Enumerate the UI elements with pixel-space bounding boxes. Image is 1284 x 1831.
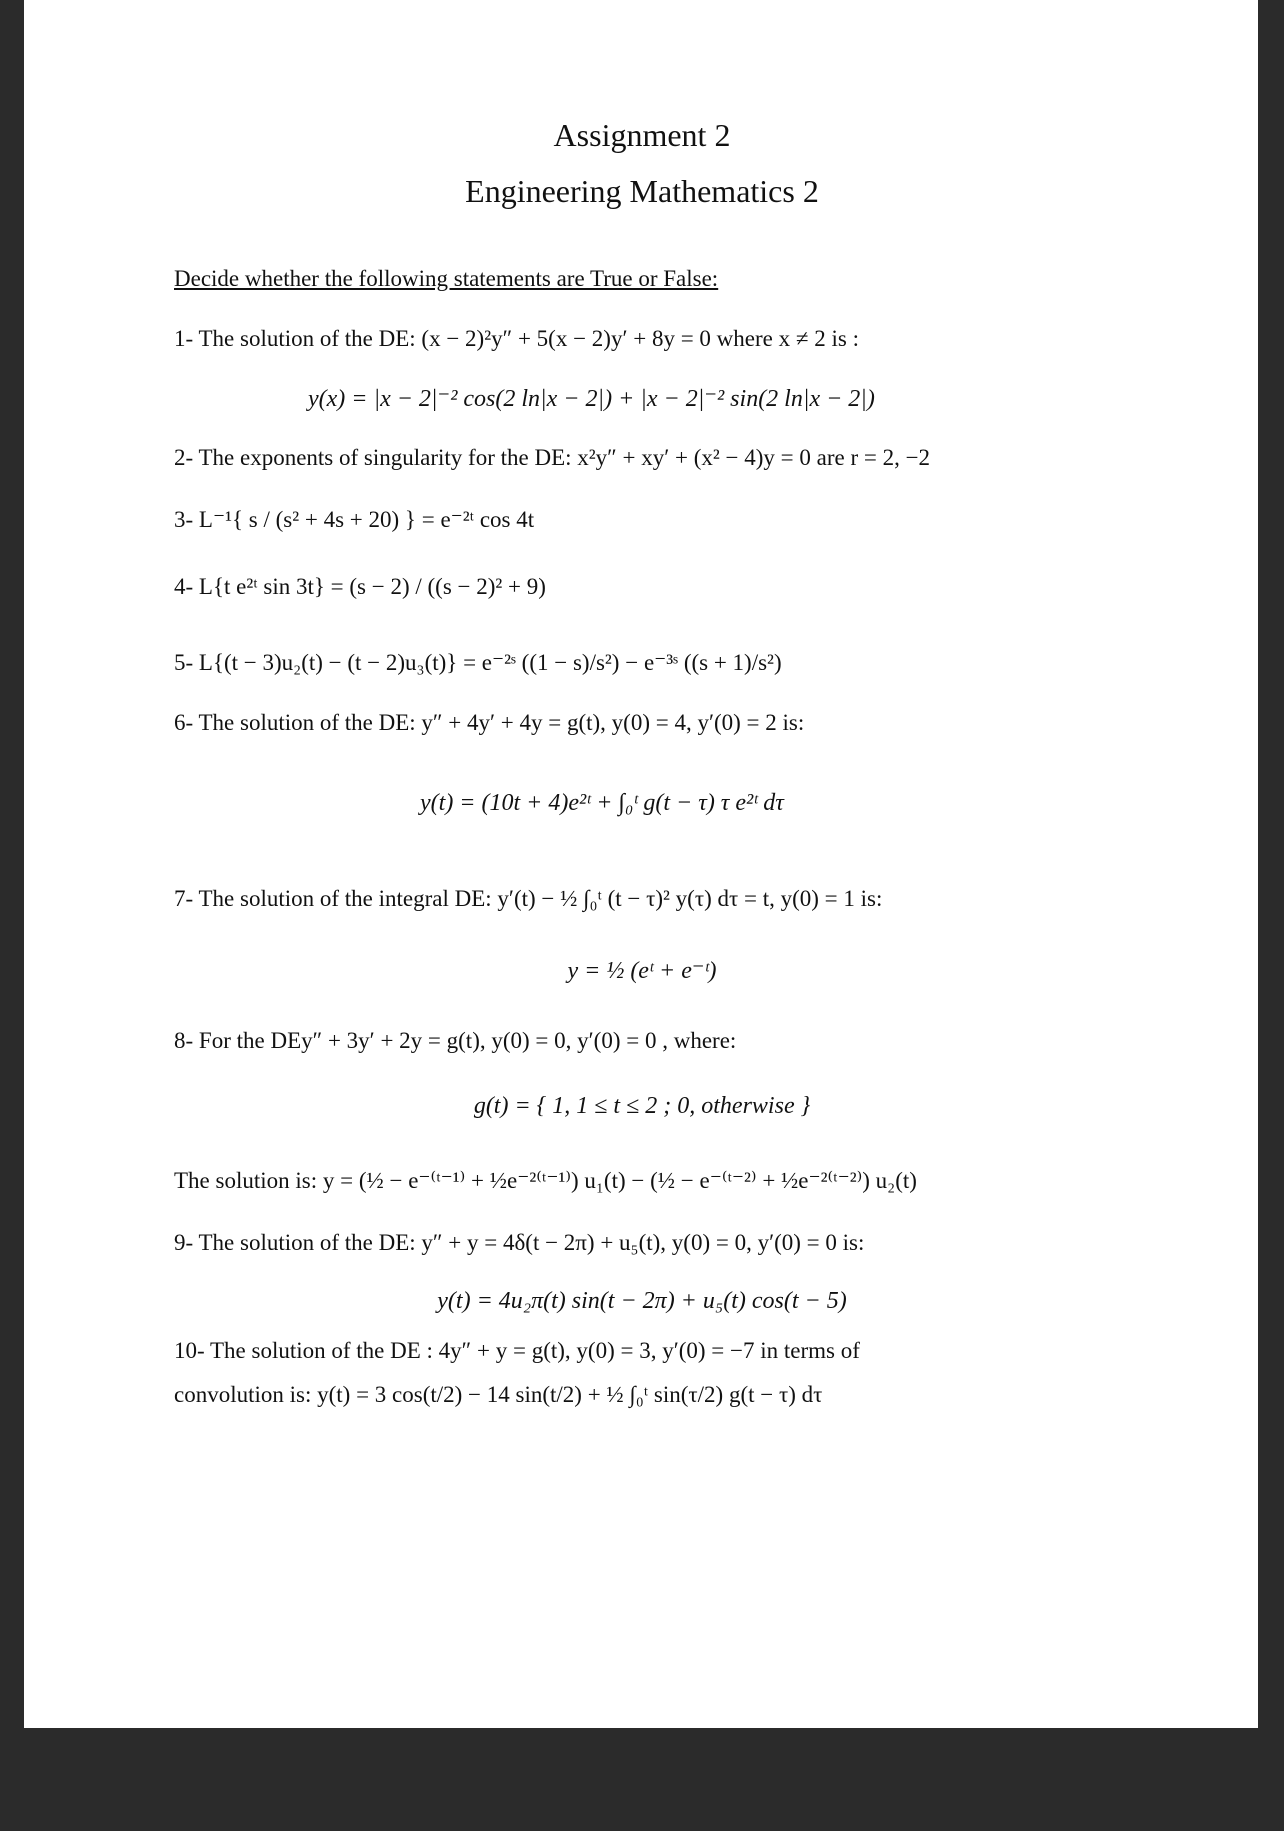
- question-8-solution: The solution is: y = (½ − e⁻⁽ᵗ⁻¹⁾ + ½e⁻²⁽ᵗ⁻¹⁾) u₁(t) − (½ − e⁻⁽ᵗ⁻²⁾ + ½e⁻²⁽ᵗ⁻²⁾) u₂(t): [174, 1168, 917, 1193]
- question-1: 1- The solution of the DE: (x − 2)²y″ + 5(x − 2)y′ + 8y = 0 where x ≠ 2 is :: [174, 326, 859, 351]
- question-7: 7- The solution of the integral DE: y′(t) − ½ ∫₀ᵗ (t − τ)² y(τ) dτ = t, y(0) = 1 is:: [174, 886, 883, 911]
- question-2: 2- The exponents of singularity for the DE: x²y″ + xy′ + (x² − 4)y = 0 are r = 2, −2: [174, 445, 931, 470]
- question-6: 6- The solution of the DE: y″ + 4y′ + 4y = g(t), y(0) = 4, y′(0) = 2 is:: [174, 710, 805, 735]
- instructions: Decide whether the following statements are True or False:: [174, 266, 719, 291]
- document-title: Assignment 2: [553, 117, 731, 153]
- question-10-continued: convolution is: y(t) = 3 cos(t/2) − 14 sin(t/2) + ½ ∫₀ᵗ sin(τ/2) g(t − τ) dτ: [174, 1382, 823, 1407]
- question-3: 3- L⁻¹{ s / (s² + 4s + 20) } = e⁻²ᵗ cos 4t: [174, 507, 535, 532]
- question-9-formula: y(t) = 4u₂π(t) sin(t − 2π) + u₅(t) cos(t − 5): [437, 1288, 847, 1314]
- document-page: [24, 0, 1258, 1728]
- question-10: 10- The solution of the DE : 4y″ + y = g(t), y(0) = 3, y′(0) = −7 in terms of: [174, 1338, 860, 1363]
- question-7-formula: y = ½ (eᵗ + e⁻ᵗ): [567, 958, 717, 984]
- question-6-formula: y(t) = (10t + 4)e²ᵗ + ∫₀ᵗ g(t − τ) τ e²ᵗ dτ: [420, 790, 784, 816]
- question-8-piecewise: g(t) = { 1, 1 ≤ t ≤ 2 ; 0, otherwise }: [473, 1093, 811, 1119]
- question-5: 5- L{(t − 3)u₂(t) − (t − 2)u₃(t)} = e⁻²ˢ ((1 − s)/s²) − e⁻³ˢ ((s + 1)/s²): [174, 650, 782, 675]
- question-1-formula: y(x) = |x − 2|⁻² cos(2 ln|x − 2|) + |x − 2|⁻² sin(2 ln|x − 2|): [308, 386, 875, 412]
- question-4: 4- L{t e²ᵗ sin 3t} = (s − 2) / ((s − 2)² + 9): [174, 574, 546, 599]
- document-subtitle: Engineering Mathematics 2: [465, 173, 819, 209]
- question-9: 9- The solution of the DE: y″ + y = 4δ(t − 2π) + u₅(t), y(0) = 0, y′(0) = 0 is:: [174, 1230, 865, 1255]
- question-8: 8- For the DEy″ + 3y′ + 2y = g(t), y(0) = 0, y′(0) = 0 , where:: [174, 1028, 737, 1053]
